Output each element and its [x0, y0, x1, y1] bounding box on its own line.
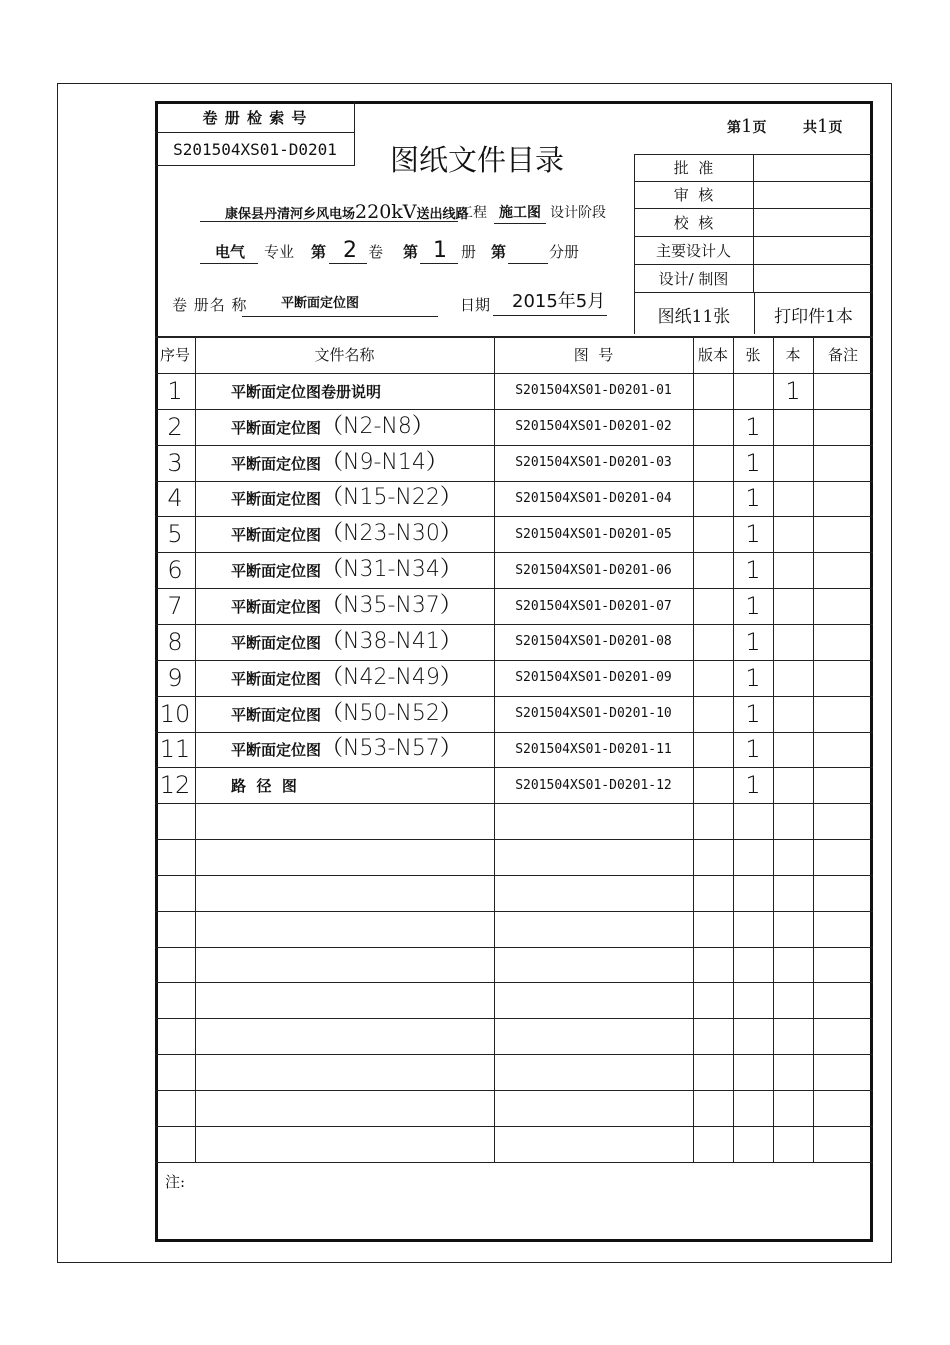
row-copies — [773, 552, 813, 588]
notes-label: 注: — [165, 1173, 186, 1191]
row-name-text: 路 径 图 — [231, 777, 297, 796]
drawing-count: 图纸11张 — [657, 306, 731, 327]
row-name-text: 平断面定位图 — [231, 598, 322, 617]
row-version — [693, 732, 733, 768]
row-version — [693, 481, 733, 517]
header-code: 图 号 — [573, 346, 614, 364]
row-range-text: （N53-N57） — [321, 736, 462, 762]
table-row-line — [155, 1018, 873, 1019]
table-row — [155, 445, 873, 481]
table-row-line — [155, 1090, 873, 1091]
book-prefix: 第 — [403, 243, 419, 261]
table-row — [155, 373, 873, 409]
row-sheets: 1 — [745, 627, 761, 656]
row-version — [693, 409, 733, 445]
row-name — [231, 413, 434, 439]
row-seq: 6 — [167, 556, 183, 585]
row-remark — [813, 481, 873, 517]
volume-underline — [329, 263, 367, 264]
index-label: 卷 册 检 索 号 — [202, 109, 308, 127]
approval-value-3 — [753, 236, 873, 264]
header-sheets: 张 — [745, 346, 761, 364]
row-name — [231, 595, 462, 618]
row-version — [693, 696, 733, 732]
approval-label-4: 设计/ 制图 — [658, 269, 729, 288]
row-copies — [773, 481, 813, 517]
page-number: 第1页 — [727, 116, 767, 137]
row-copies — [773, 767, 813, 803]
row-version — [693, 767, 733, 803]
volume-name-underline — [242, 316, 438, 317]
row-sheets: 1 — [745, 556, 761, 585]
row-code: S201504XS01-D0201-02 — [515, 419, 672, 435]
approval-label-1: 审 核 — [673, 186, 714, 204]
table-row-line — [155, 911, 873, 912]
approval-value-4 — [753, 264, 873, 292]
row-name — [231, 774, 297, 797]
row-sheets: 1 — [745, 412, 761, 441]
row-name-text: 平断面定位图 — [231, 490, 322, 509]
row-range-text: （N35-N37） — [321, 593, 462, 619]
row-remark — [813, 516, 873, 552]
row-copies — [773, 696, 813, 732]
row-code: S201504XS01-D0201-10 — [515, 706, 672, 722]
row-name — [231, 380, 381, 403]
index-box-bottom — [155, 165, 355, 166]
row-remark — [813, 696, 873, 732]
table-row-line — [155, 1126, 873, 1127]
row-version — [693, 552, 733, 588]
table-row — [155, 481, 873, 517]
row-copies — [773, 409, 813, 445]
row-sheets: 1 — [745, 520, 761, 549]
part-prefix: 第 — [491, 243, 507, 261]
row-sheets: 1 — [745, 699, 761, 728]
row-name — [231, 559, 462, 582]
row-name — [231, 523, 462, 546]
row-name-text: 平断面定位图 — [231, 562, 322, 581]
row-seq: 10 — [159, 699, 191, 728]
row-name-text: 平断面定位图 — [231, 705, 322, 724]
row-range-text: （N50-N52） — [321, 700, 462, 726]
row-remark — [813, 552, 873, 588]
row-name — [231, 738, 462, 761]
row-remark — [813, 445, 873, 481]
table-row — [155, 696, 873, 732]
row-sheets: 1 — [745, 735, 761, 764]
row-remark — [813, 624, 873, 660]
row-seq: 8 — [167, 627, 183, 656]
table-row — [155, 588, 873, 624]
volume-label: 卷 — [368, 243, 384, 261]
row-seq: 1 — [167, 376, 183, 405]
discipline-value: 电气 — [215, 243, 246, 261]
row-sheets: 1 — [745, 448, 761, 477]
date-value: 2015年5月 — [512, 291, 606, 312]
row-range-text: （N31-N34） — [321, 557, 462, 583]
row-seq: 12 — [159, 771, 191, 800]
row-code: S201504XS01-D0201-07 — [515, 598, 672, 614]
row-seq: 5 — [167, 520, 183, 549]
table-row-line — [155, 1054, 873, 1055]
row-version — [693, 660, 733, 696]
book-label: 册 — [461, 243, 477, 261]
book-value: 1 — [433, 238, 447, 263]
row-remark — [813, 373, 873, 409]
header-remark: 备注 — [827, 346, 858, 364]
row-sheets — [733, 373, 773, 409]
row-range-text: （N15-N22） — [321, 485, 462, 511]
row-range-text: （N42-N49） — [321, 664, 462, 690]
table-row — [155, 767, 873, 803]
row-name-text: 平断面定位图 — [231, 669, 322, 688]
row-name — [231, 449, 448, 475]
table-row-line — [155, 947, 873, 948]
row-name-text: 平断面定位图卷册说明 — [231, 382, 382, 401]
row-sheets: 1 — [745, 592, 761, 621]
page-title: 图纸文件目录 — [390, 143, 565, 177]
row-copies — [773, 516, 813, 552]
row-version — [693, 445, 733, 481]
row-version — [693, 516, 733, 552]
volume-prefix: 第 — [311, 243, 327, 261]
row-range-text: （N2-N8） — [321, 413, 434, 439]
row-code: S201504XS01-D0201-08 — [515, 634, 672, 650]
row-range-text: （N23-N30） — [321, 521, 462, 547]
row-range-text: （N9-N14） — [321, 449, 448, 475]
row-remark — [813, 660, 873, 696]
table-row-line — [155, 875, 873, 876]
row-name-text: 平断面定位图 — [231, 741, 322, 760]
row-remark — [813, 588, 873, 624]
row-code: S201504XS01-D0201-12 — [515, 777, 672, 793]
row-code: S201504XS01-D0201-01 — [515, 383, 672, 399]
print-count: 打印件1本 — [774, 306, 853, 327]
row-code: S201504XS01-D0201-04 — [515, 490, 672, 506]
volume-name-value: 平断面定位图 — [281, 296, 360, 311]
row-seq: 11 — [159, 735, 191, 764]
table-row-line — [155, 839, 873, 840]
row-code: S201504XS01-D0201-11 — [515, 741, 672, 757]
row-name — [231, 628, 462, 654]
date-label: 日期 — [460, 296, 491, 314]
row-copies — [773, 660, 813, 696]
volume-value: 2 — [343, 238, 357, 263]
table-row — [155, 660, 873, 696]
project-underline — [200, 221, 458, 222]
stage-underline — [494, 223, 546, 224]
stage-label: 设计阶段 — [550, 205, 606, 221]
row-version — [693, 588, 733, 624]
row-code: S201504XS01-D0201-03 — [515, 455, 672, 471]
row-name-text: 平断面定位图 — [231, 454, 322, 473]
approval-label-0: 批 准 — [673, 159, 714, 177]
table-row-line — [155, 982, 873, 983]
approval-value-1 — [753, 181, 873, 208]
row-remark — [813, 732, 873, 768]
header-version: 版本 — [697, 346, 728, 364]
discipline-label: 专业 — [264, 243, 295, 261]
row-seq: 9 — [167, 663, 183, 692]
header-seq: 序号 — [159, 346, 190, 364]
row-seq: 2 — [167, 412, 183, 441]
row-copies: 1 — [785, 376, 801, 405]
approval-value-0 — [753, 154, 873, 181]
row-remark — [813, 767, 873, 803]
table-row — [155, 624, 873, 660]
row-copies — [773, 588, 813, 624]
date-underline — [493, 315, 607, 316]
row-version — [693, 624, 733, 660]
table-row-line — [155, 1162, 873, 1163]
row-seq: 4 — [167, 484, 183, 513]
row-name — [231, 487, 462, 510]
index-number: S201504XS01-D0201 — [173, 140, 337, 159]
row-copies — [773, 445, 813, 481]
approval-label-3: 主要设计人 — [655, 241, 731, 260]
discipline-underline — [200, 263, 258, 264]
table-row — [155, 516, 873, 552]
approval-value-2 — [753, 208, 873, 236]
row-name-text: 平断面定位图 — [231, 633, 322, 652]
row-name-text: 平断面定位图 — [231, 418, 322, 437]
row-code: S201504XS01-D0201-09 — [515, 670, 672, 686]
row-code: S201504XS01-D0201-06 — [515, 562, 672, 578]
approval-label-2: 校 核 — [673, 213, 714, 232]
row-remark — [813, 409, 873, 445]
stage-value: 施工图 — [499, 205, 541, 221]
row-name-text: 平断面定位图 — [231, 526, 322, 545]
row-seq: 7 — [167, 592, 183, 621]
header-name: 文件名称 — [314, 346, 375, 364]
part-underline — [508, 263, 548, 264]
index-box-divider — [155, 132, 355, 133]
header-copies: 本 — [785, 346, 801, 364]
project-word: 工程 — [459, 205, 487, 221]
row-range-text: （N38-N41） — [321, 628, 462, 654]
part-label: 分册 — [549, 243, 580, 261]
row-sheets: 1 — [745, 771, 761, 800]
row-copies — [773, 624, 813, 660]
table-row — [155, 732, 873, 768]
volume-name-label: 卷 册名 称 — [172, 296, 248, 314]
project-name: 康保县丹清河乡风电场220kV送出线路 — [225, 201, 469, 223]
row-name — [231, 664, 462, 690]
table-row-line — [155, 803, 873, 804]
row-name — [231, 700, 462, 726]
row-seq: 3 — [167, 448, 183, 477]
row-sheets: 1 — [745, 663, 761, 692]
book-underline — [420, 263, 458, 264]
table-row — [155, 552, 873, 588]
table-row — [155, 409, 873, 445]
row-copies — [773, 732, 813, 768]
row-sheets: 1 — [745, 484, 761, 513]
row-code: S201504XS01-D0201-05 — [515, 526, 672, 542]
total-pages: 共1页 — [803, 116, 843, 137]
row-version — [693, 373, 733, 409]
